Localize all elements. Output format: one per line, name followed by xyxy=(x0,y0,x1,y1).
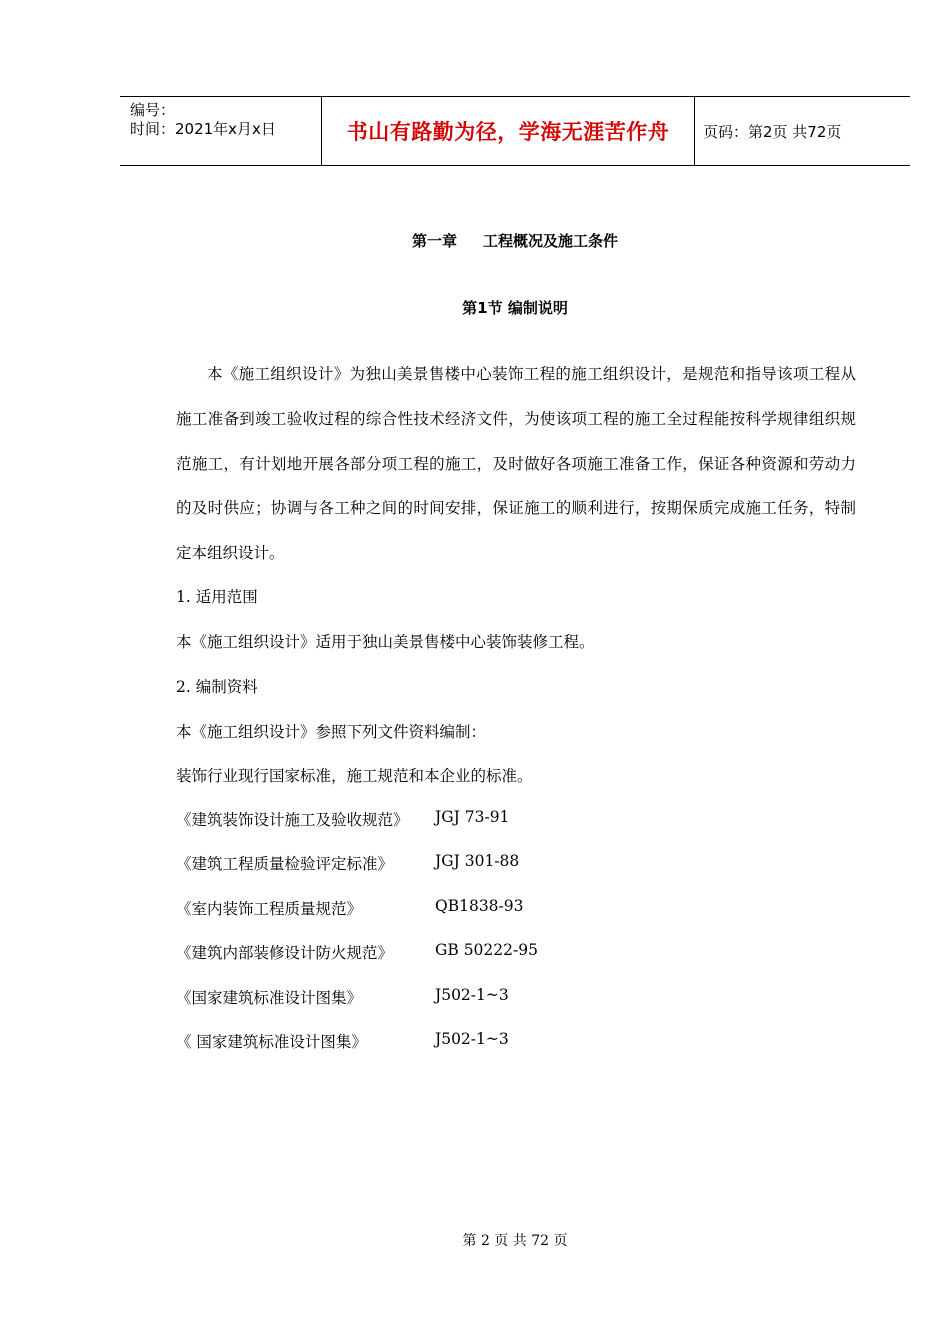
reference-row xyxy=(176,897,524,919)
header-motto-cell xyxy=(321,97,695,165)
reference-code: QB1838-93 xyxy=(435,897,524,915)
materials-standards-line: 装饰行业现行国家标准，施工规范和本企业的标准。 xyxy=(176,767,533,785)
intro-paragraph: 本《施工组织设计》为独山美景售楼中心装饰工程的施工组织设计，是规范和指导该项工程从施工准备到竣工验收过程的综合性技术经济文件，为使该项工程的施工全过程能按科学规律组织规范施工，有计划地开展各部分项工程的施工，及时做好各项施工准备工作，保证各种资源和劳动力的及时供应；协调与各工种之间的时间安排，保证施工的顺利进行，按期保质完成施工任务，特制定本组织设计。 xyxy=(176,365,856,563)
doc-number-label: 编号： xyxy=(130,101,176,119)
page-header xyxy=(120,96,910,166)
header-motto: 书山有路勤为径，学海无涯苦作舟 xyxy=(346,120,670,144)
reference-name: 《 国家建筑标准设计图集》 xyxy=(176,1033,367,1051)
header-meta xyxy=(120,97,321,165)
reference-code: JGJ 73-91 xyxy=(435,808,510,826)
reference-code: JGJ 301-88 xyxy=(435,852,520,870)
reference-row xyxy=(176,852,520,874)
reference-row xyxy=(176,1030,509,1052)
chapter-title xyxy=(0,230,950,251)
section-title: 第1节 编制说明 xyxy=(462,299,568,317)
reference-row xyxy=(176,808,510,830)
reference-row xyxy=(176,941,538,963)
materials-intro: 本《施工组织设计》参照下列文件资料编制： xyxy=(176,723,487,741)
header-page-cell xyxy=(695,97,910,165)
reference-code: J502-1~3 xyxy=(435,1030,509,1048)
reference-name: 《建筑工程质量检验评定标准》 xyxy=(176,855,394,873)
page-footer: 第 2 页 共 72 页 xyxy=(462,1233,568,1249)
doc-time-label: 时间：2021年x月x日 xyxy=(130,120,276,138)
materials-heading: 2. 编制资料 xyxy=(176,678,258,696)
chapter-number: 第一章 xyxy=(411,232,457,250)
reference-name: 《室内装饰工程质量规范》 xyxy=(176,900,363,918)
chapter-name: 工程概况及施工条件 xyxy=(483,232,619,250)
scope-heading: 1. 适用范围 xyxy=(176,588,258,606)
reference-code: GB 50222-95 xyxy=(435,941,538,959)
header-page-label: 页码：第2页 共72页 xyxy=(703,122,842,141)
reference-code: J502-1~3 xyxy=(435,986,509,1004)
reference-row xyxy=(176,986,509,1008)
reference-name: 《建筑内部装修设计防火规范》 xyxy=(176,944,394,962)
reference-name: 《建筑装饰设计施工及验收规范》 xyxy=(176,811,409,829)
scope-text: 本《施工组织设计》适用于独山美景售楼中心装饰装修工程。 xyxy=(176,633,595,651)
reference-name: 《国家建筑标准设计图集》 xyxy=(176,989,363,1007)
